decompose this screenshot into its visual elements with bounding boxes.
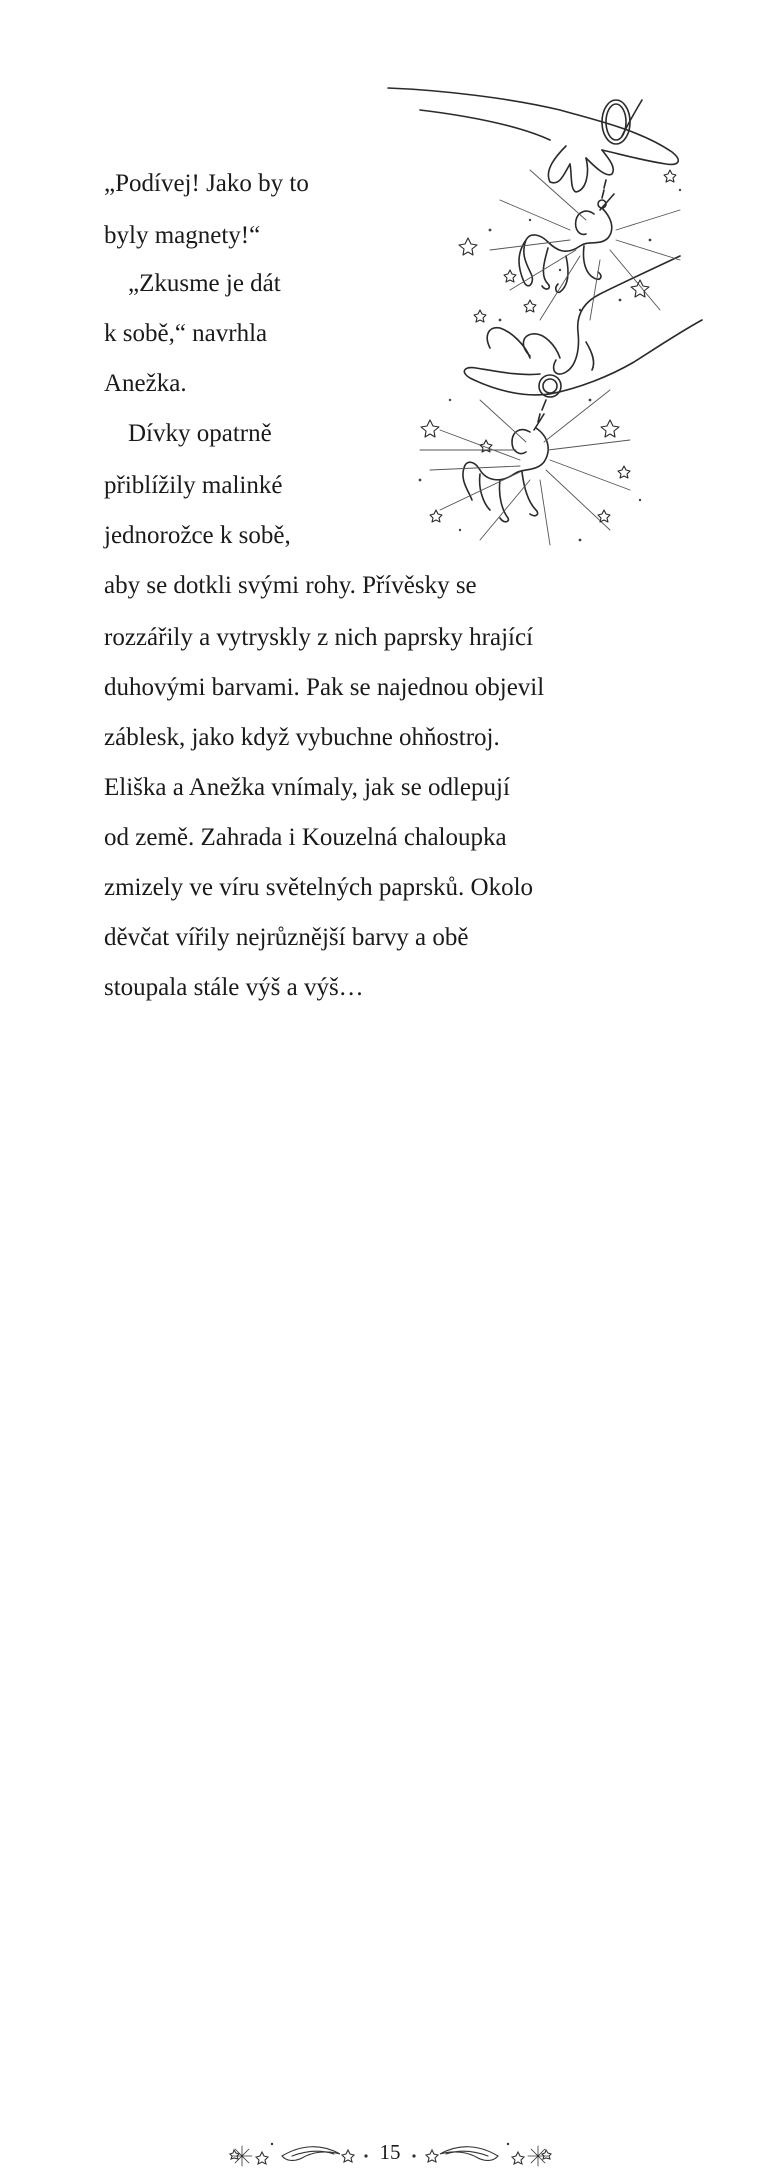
text-line: aby se dotkli svými rohy. Přívěsky se — [104, 572, 477, 599]
unicorn-pendants-illustration — [380, 70, 710, 555]
text-line: k sobě,“ navrhla — [104, 320, 268, 347]
text-line: byly magnety!“ — [104, 222, 261, 249]
text-line: stoupala stále výš a výš… — [104, 974, 364, 1001]
text-line: rozzářily a vytryskly z nich paprsky hrající — [104, 624, 534, 651]
lower-hand-icon — [464, 256, 702, 395]
text-line: zmizely ve víru světelných paprsků. Okolo — [104, 874, 534, 901]
left-ornament-icon — [222, 2134, 372, 2168]
upper-hand-icon — [388, 88, 678, 192]
text-line: záblesk, jako když vybuchne ohňostroj. — [104, 724, 500, 751]
sparkle-dots-icon — [419, 189, 682, 542]
text-line: „Zkusme je dát — [128, 270, 281, 297]
page-footer — [0, 1068, 762, 2164]
right-ornament-icon — [408, 2134, 558, 2168]
bottom-pendant-ring-icon — [538, 375, 561, 422]
text-line: přiblížily malinké — [104, 472, 283, 499]
text-line: od země. Zahrada i Kouzelná chaloupka — [104, 824, 507, 851]
text-line: děvčat vířily nejrůznější barvy a obě — [104, 924, 469, 951]
page-number: 15 — [379, 2140, 401, 2164]
text-line: Anežka. — [104, 370, 187, 397]
text-line: „Podívej! Jako by to — [104, 170, 309, 197]
text-line: Dívky opatrně — [128, 420, 272, 447]
text-line: duhovými barvami. Pak se najednou objevil — [104, 674, 545, 701]
text-line: jednorožce k sobě, — [104, 522, 291, 549]
top-pendant-ring-icon — [598, 100, 630, 208]
text-line: Eliška a Anežka vnímaly, jak se odlepují — [104, 774, 510, 801]
